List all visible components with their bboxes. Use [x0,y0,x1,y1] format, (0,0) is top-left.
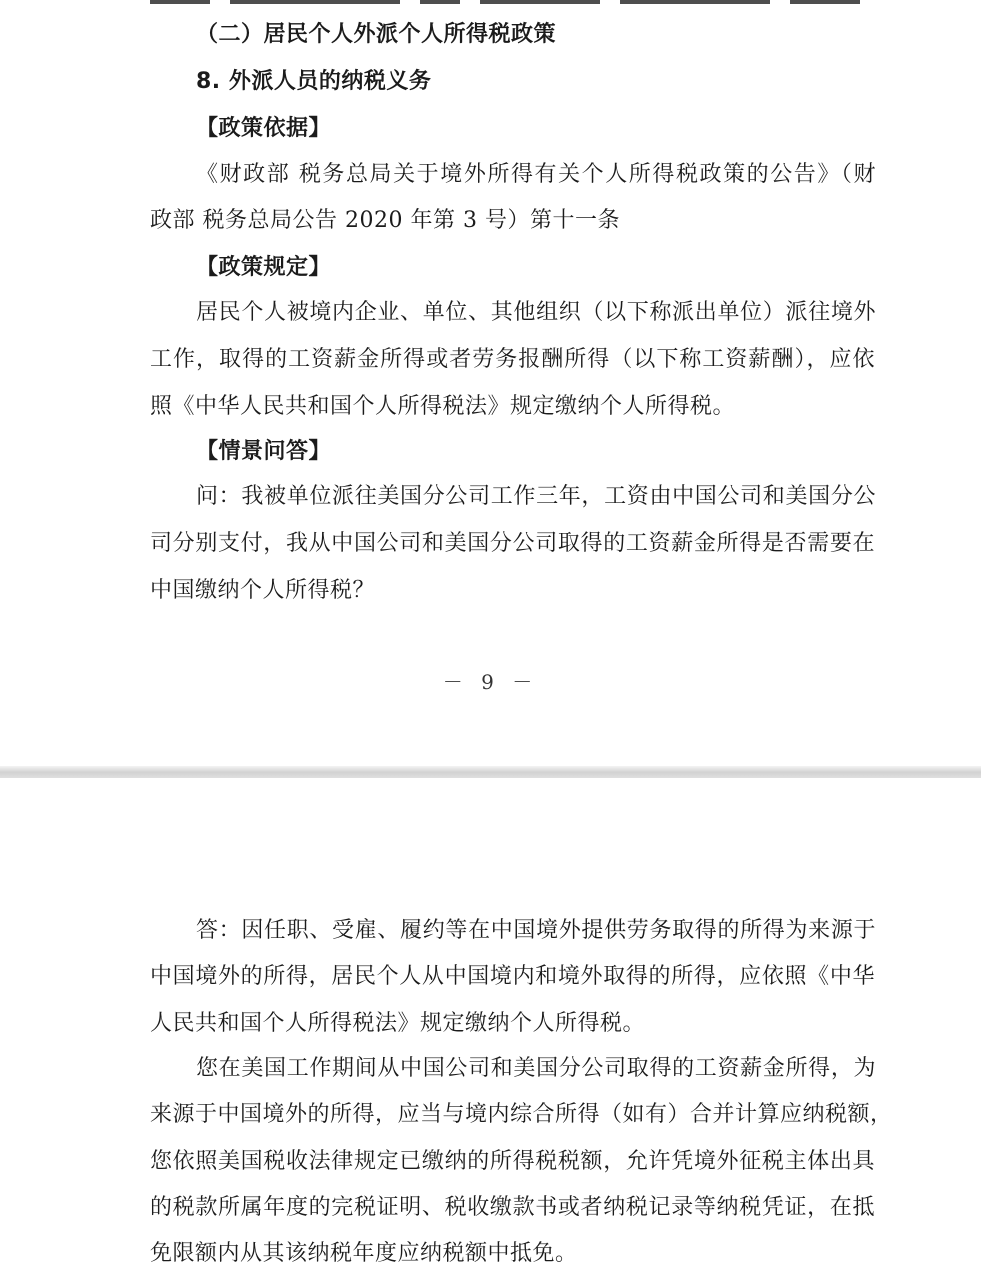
cropped-text-line [150,0,870,8]
policy-rule-label: 【政策规定】 [196,255,332,280]
policy-basis-text: 政部 税务总局公告 2020 年第 3 号）第十一条 [150,208,620,233]
answer-text: 您依照美国税收法律规定已缴纳的所得税税额，允许凭境外征税主体出具 [150,1149,875,1174]
answer-text: 的税款所属年度的完税证明、税收缴款书或者纳税记录等纳税凭证，在抵 [150,1195,875,1220]
policy-basis-text: 《财政部 税务总局关于境外所得有关个人所得税政策的公告》（财 [196,162,876,187]
item-heading: 8. 外派人员的纳税义务 [196,69,432,94]
page-number: － 9 － [442,670,539,694]
answer-text: 人民共和国个人所得税法》规定缴纳个人所得税。 [150,1011,646,1036]
policy-basis-label: 【政策依据】 [196,116,332,141]
question-text: 问：我被单位派往美国分公司工作三年，工资由中国公司和美国分公 [196,484,876,509]
answer-text: 中国境外的所得，居民个人从中国境内和境外取得的所得，应依照《中华 [150,964,875,989]
answer-text: 免限额内从其该纳税年度应纳税额中抵免。 [150,1241,578,1266]
question-text: 司分别支付，我从中国公司和美国分公司取得的工资薪金所得是否需要在 [150,531,875,556]
document-page-10 [0,778,981,1280]
answer-text: 您在美国工作期间从中国公司和美国分公司取得的工资薪金所得，为 [196,1056,876,1081]
answer-text: 来源于中国境外的所得，应当与境内综合所得（如有）合并计算应纳税额， [150,1102,893,1127]
answer-text: 答：因任职、受雇、履约等在中国境外提供劳务取得的所得为来源于 [196,918,876,943]
policy-rule-text: 居民个人被境内企业、单位、其他组织（以下称派出单位）派往境外 [196,300,876,325]
policy-rule-text: 照《中华人民共和国个人所得税法》规定缴纳个人所得税。 [150,394,736,419]
scenario-qa-label: 【情景问答】 [196,439,332,464]
policy-rule-text: 工作，取得的工资薪金所得或者劳务报酬所得（以下称工资薪酬），应依 [150,347,875,372]
section-heading: （二）居民个人外派个人所得税政策 [196,22,557,47]
question-text: 中国缴纳个人所得税？ [150,578,376,603]
